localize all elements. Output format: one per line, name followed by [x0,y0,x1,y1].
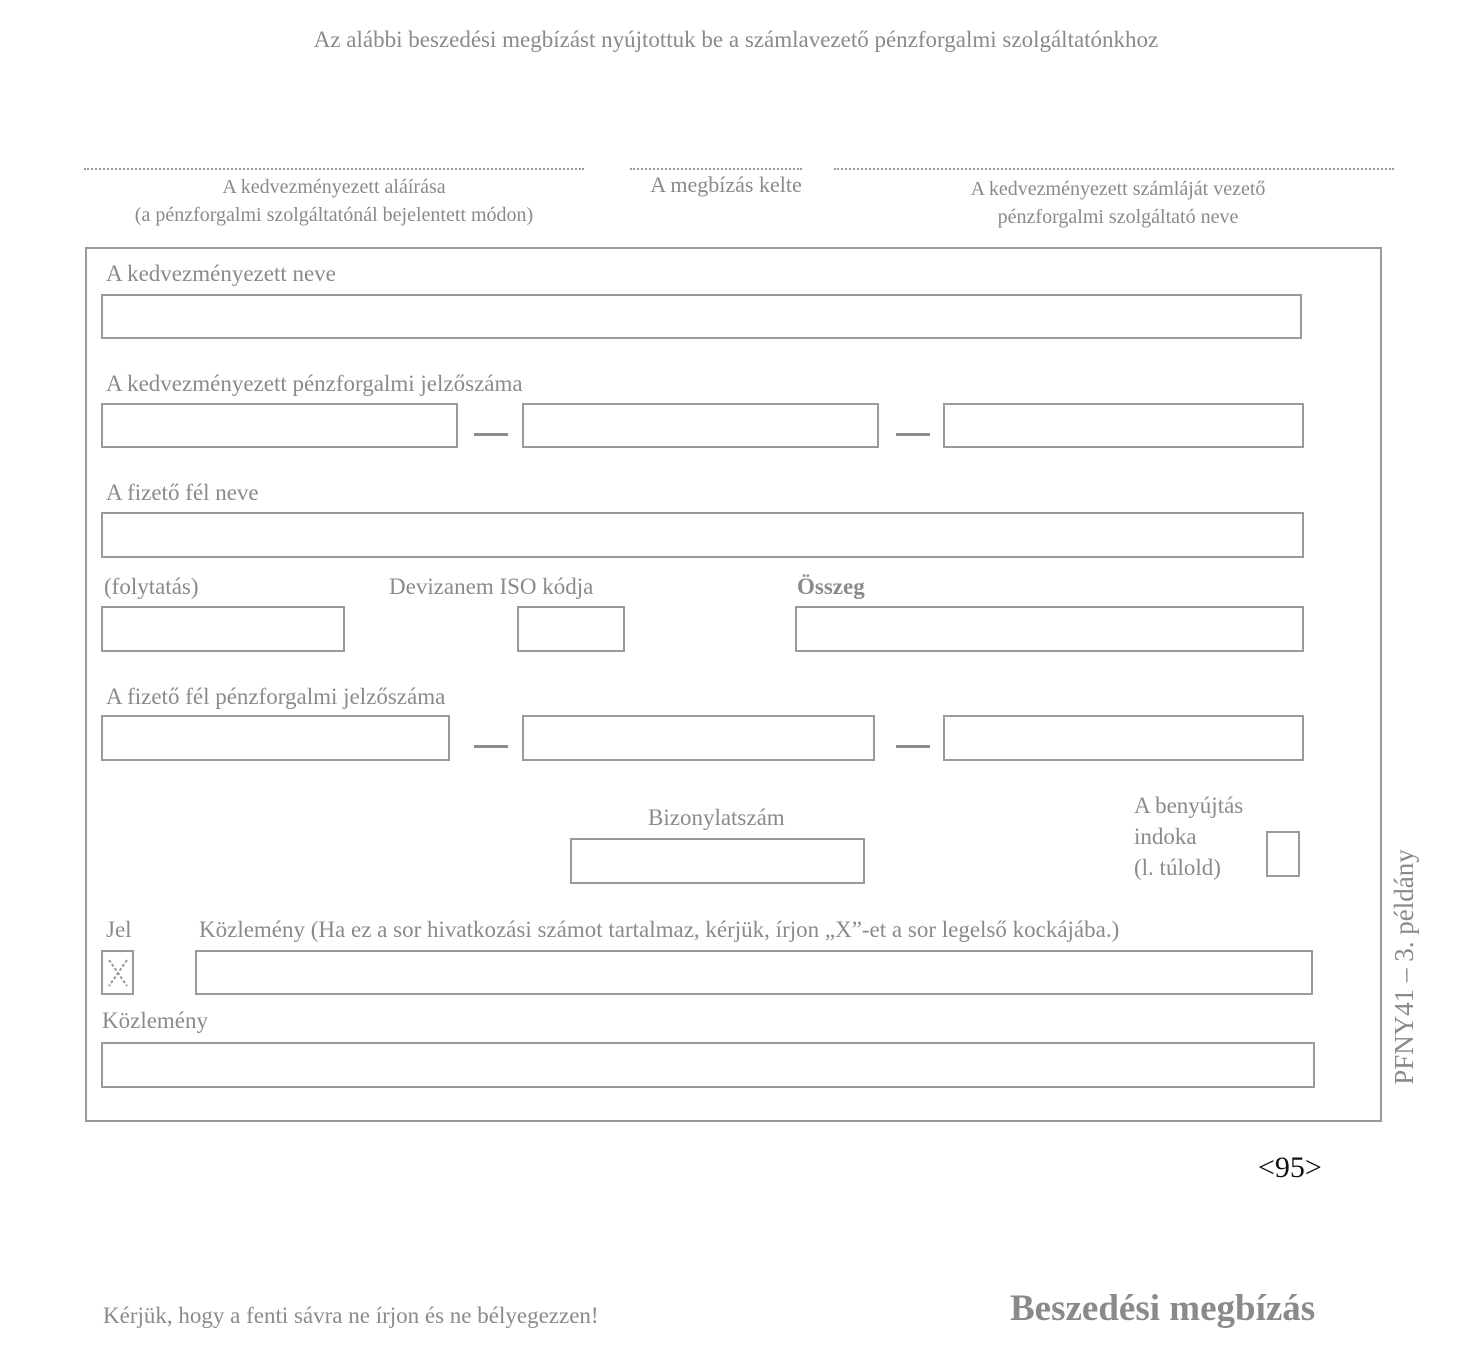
account-separator [896,745,930,748]
reference-mark-checkbox[interactable] [101,950,134,995]
payer-account-label: A fizető fél pénzforgalmi jelzőszáma [106,684,446,709]
footer-warning: Kérjük, hogy a fenti sávra ne írjon és ne bélyegezzen! [103,1303,599,1328]
beneficiary-signature-label: A kedvezményezett aláírása [222,176,446,198]
beneficiary-signature-caption [84,173,584,229]
payer-account-part-3[interactable] [943,715,1304,761]
date-line [630,168,802,170]
page-number: <95> [1258,1151,1322,1184]
submission-reason-checkbox[interactable] [1266,831,1300,877]
provider-line [834,168,1394,170]
header-notice: Az alábbi beszedési megbízást nyújtottuk be a számlavezető pénzforgalmi szolgáltatónkhoz [313,27,1159,52]
remark-label-reference: Közlemény (Ha ez a sor hivatkozási számot tartalmaz, kérjük, írjon „X”-et a sor legelső kockájába.) [199,917,1120,942]
beneficiary-account-part-3[interactable] [943,403,1304,448]
remark-field[interactable] [101,1042,1315,1088]
beneficiary-account-part-1[interactable] [101,403,458,448]
amount-label: Összeg [797,574,865,599]
document-number-field[interactable] [570,838,865,884]
payer-name-label: A fizető fél neve [106,480,259,505]
document-number-label: Bizonylatszám [648,805,785,830]
submission-reason-line-1: A benyújtás [1134,793,1244,818]
continuation-field[interactable] [101,606,345,652]
payer-name-field[interactable] [101,512,1304,558]
currency-label: Devizanem ISO kódja [389,574,594,599]
account-separator [896,433,930,436]
provider-name-caption [840,175,1396,231]
beneficiary-name-label: A kedvezményezett neve [106,261,336,286]
amount-field[interactable] [795,606,1304,652]
account-separator [474,433,508,436]
x-mark-icon [103,952,132,993]
mark-label: Jel [106,917,132,942]
continuation-label: (folytatás) [104,574,199,599]
form-title: Beszedési megbízás [1010,1288,1316,1329]
remark-label: Közlemény [102,1008,209,1033]
form-code-side-label: PFNY41 – 3. példány [1389,849,1419,1085]
submission-reason-line-3: (l. túlold) [1134,855,1221,880]
submission-reason-line-2: indoka [1134,824,1197,849]
beneficiary-account-part-2[interactable] [522,403,879,448]
provider-name-label-1: A kedvezményezett számláját vezető [970,178,1266,200]
submission-reason-label [1134,790,1243,883]
beneficiary-account-label: A kedvezményezett pénzforgalmi jelzőszáma [106,371,523,396]
account-separator [474,745,508,748]
beneficiary-signature-note: (a pénzforgalmi szolgáltatónál bejelentett módon) [134,204,534,226]
signature-line [84,168,584,170]
remark-field-reference[interactable] [195,950,1313,995]
currency-field[interactable] [517,606,625,652]
order-date-caption: A megbízás kelte [650,172,802,197]
payer-account-part-1[interactable] [101,715,450,761]
payer-account-part-2[interactable] [522,715,875,761]
provider-name-label-2: pénzforgalmi szolgáltató neve [997,206,1239,228]
beneficiary-name-field[interactable] [101,294,1302,339]
